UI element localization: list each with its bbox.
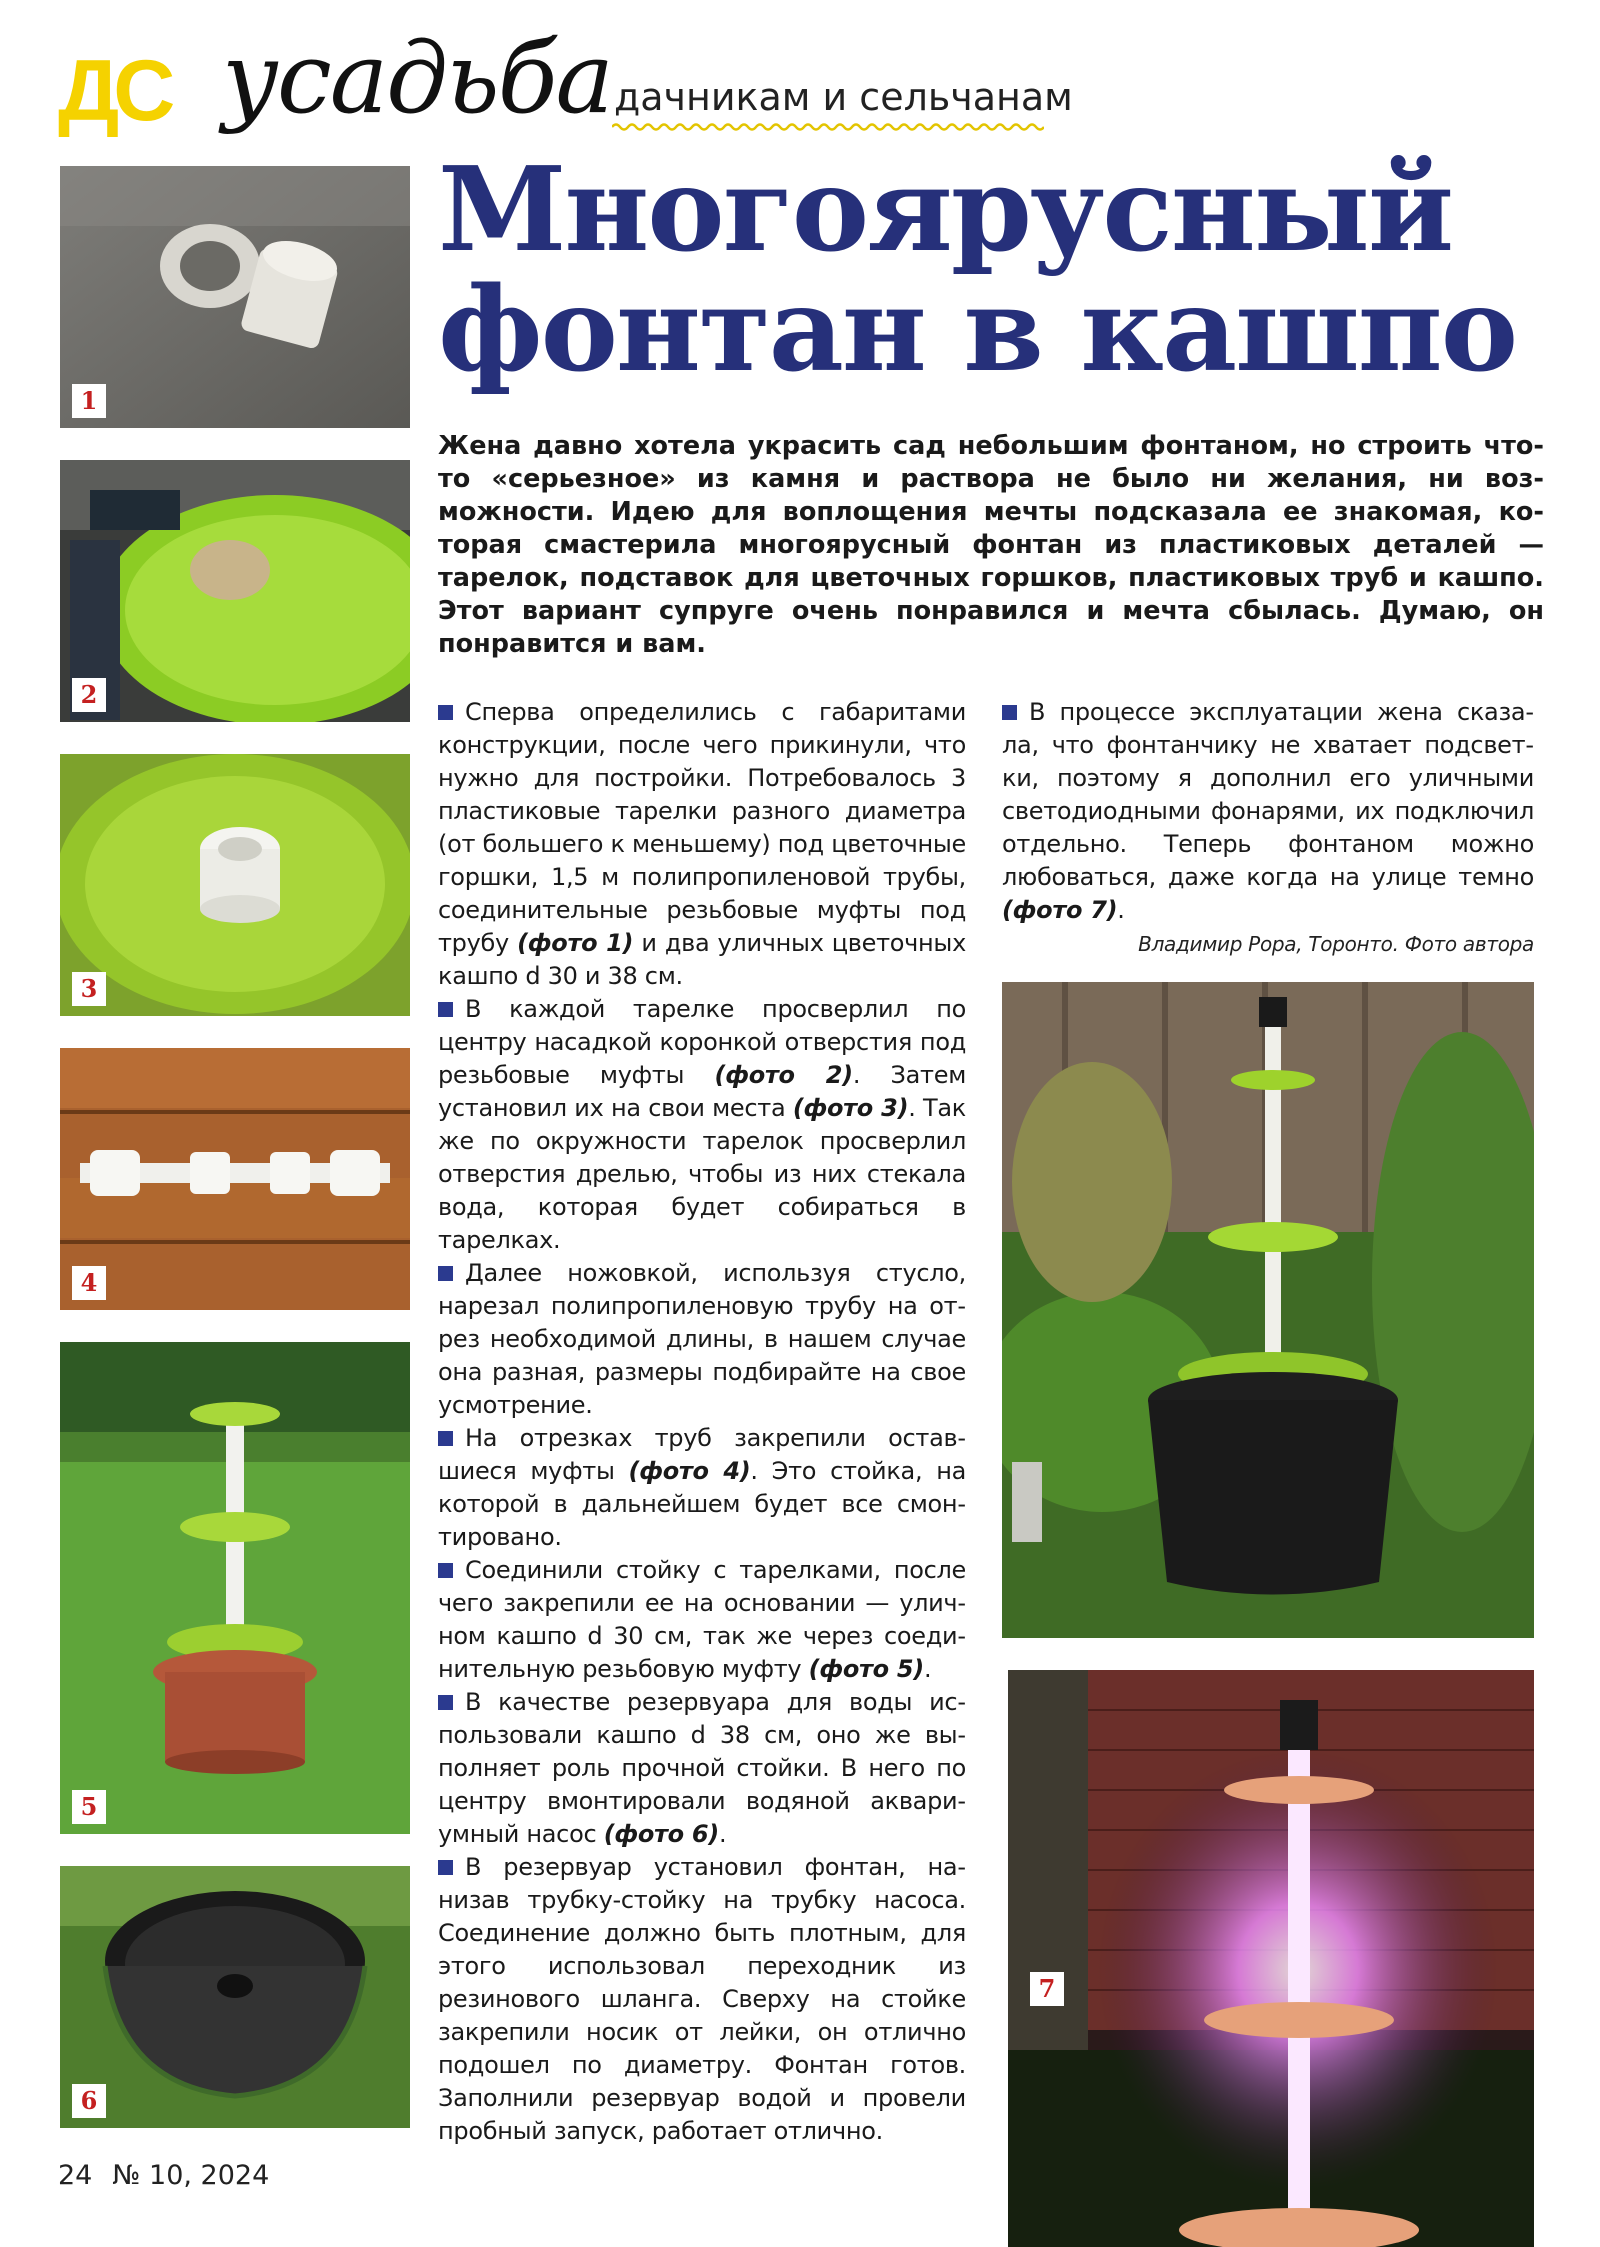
paragraph-2: В каждой тарелке просверлил по центру насадкой коронкой отверстия под резьбовые муфты (фото 2). Затем установил их на свои места (фото 3). Так же по окружности тарелок просверлил отверстия дрелью, чтобы из них стекала вода, которая будет собираться в тарелках. (438, 995, 966, 1254)
title-line-1: Многоярусный (438, 142, 1453, 278)
bullet-square (438, 1266, 453, 1281)
photo-3-coupling-installed (60, 754, 410, 1016)
photo-number: 6 (72, 2084, 106, 2118)
photo-6-planter-pump (60, 1866, 410, 2128)
paragraph-4: На отрезках труб закрепили оставшиеся муфты (фото 4). Это стойка, на которой в дальнейшем будет все смонтировано. (438, 1424, 966, 1551)
logo-usadba: усадьба (222, 22, 612, 136)
logo-ds: ДС (58, 43, 170, 139)
byline: Владимир Рора, Торонто. Фото автора (1138, 932, 1534, 956)
issue-info: № 10, 2024 (112, 2160, 270, 2191)
bullet-square (438, 705, 453, 720)
bullet-square (438, 1695, 453, 1710)
tagline-underline (612, 122, 1044, 132)
photo-4-pipe-assembly (60, 1048, 410, 1310)
photo-number: 7 (1030, 1972, 1064, 2006)
paragraph-8: В процессе эксплуатации жена сказала, что фонтанчику не хватает подсветки, поэтому я дополнил его уличными светодиодными фонарями, их подключил отдельно. Теперь фонтаном можно любоваться, даже когда на улице темно (фото 7). (1002, 698, 1534, 924)
title-line-2: фонтан в кашпо (438, 262, 1517, 398)
photo-number: 3 (72, 972, 106, 1006)
photo-fountain-daytime (1002, 982, 1534, 1638)
photo-1-fittings (60, 166, 410, 428)
article-column-2 (1002, 696, 1534, 927)
paragraph-5: Соединили стойку с тарелками, после чего закрепили ее на основании — уличном кашпо d 30 см, так же через соединительную резьбовую муфту (фото 5). (438, 1556, 966, 1683)
paragraph-7: В резервуар установил фонтан, нанизав трубку-стойку на трубку насоса. Соединение должно быть плотным, для этого использовал переходник из резинового шланга. Сверху на стойке закрепили носик от лейки, он отлично подошел по диаметру. Фонтан готов. Заполнили резервуар водой и провели пробный запуск, работает отлично. (438, 1853, 966, 2145)
bullet-square (1002, 705, 1017, 720)
bullet-square (438, 1002, 453, 1017)
article-lead: Жена давно хотела украсить сад небольшим фонтаном, но строить что-то «серьезное» из камня и раствора не было ни желания, ни возможности. Идею для воплощения мечты подсказала ее знакомая, которая смастерила многоярусный фонтан из пластиковых деталей — тарелок, подставок для цветочных горшков, пластиковых труб и кашпо. Этот вариант супруге очень понравился и мечта сбылась. Думаю, он понравится и вам. (438, 431, 1544, 659)
photo-number: 5 (72, 1790, 106, 1824)
paragraph-1: Сперва определились с габаритами конструкции, после чего прикинули, что нужно для постройки. Потребовалось 3 пластиковые тарелки разного диаметра (от большего к меньшему) под цветочные горшки, 1,5 м полипропиленовой трубы, соединительные резьбовые муфты под трубу (фото 1) и два уличных цветочных кашпо d 30 и 38 см. (438, 698, 966, 990)
page-number: 24 (58, 2160, 93, 2191)
paragraph-3: Далее ножовкой, используя стусло, нарезал полипропиленовую трубу на отрез необходимой длины, в нашем случае она разная, размеры подбирайте на свое усмотрение. (438, 1259, 966, 1419)
photo-2-plate-drilling (60, 460, 410, 722)
photo-number: 4 (72, 1266, 106, 1300)
photo-5-fountain-on-lawn (60, 1342, 410, 1834)
article-title (438, 142, 1517, 398)
photo-number: 2 (72, 678, 106, 712)
header-tagline: дачникам и сельчанам (614, 75, 1073, 119)
bullet-square (438, 1431, 453, 1446)
paragraph-6: В качестве резервуара для воды использовали кашпо d 38 см, оно же выполняет роль прочной стойки. В него по центру вмонтировали водяной аквариумный насос (фото 6). (438, 1688, 966, 1848)
bullet-square (438, 1563, 453, 1578)
photo-number: 1 (72, 384, 106, 418)
photo-7-fountain-night (1008, 1670, 1534, 2247)
bullet-square (438, 1860, 453, 1875)
article-column-1 (438, 696, 966, 2148)
page-footer (58, 2160, 269, 2191)
